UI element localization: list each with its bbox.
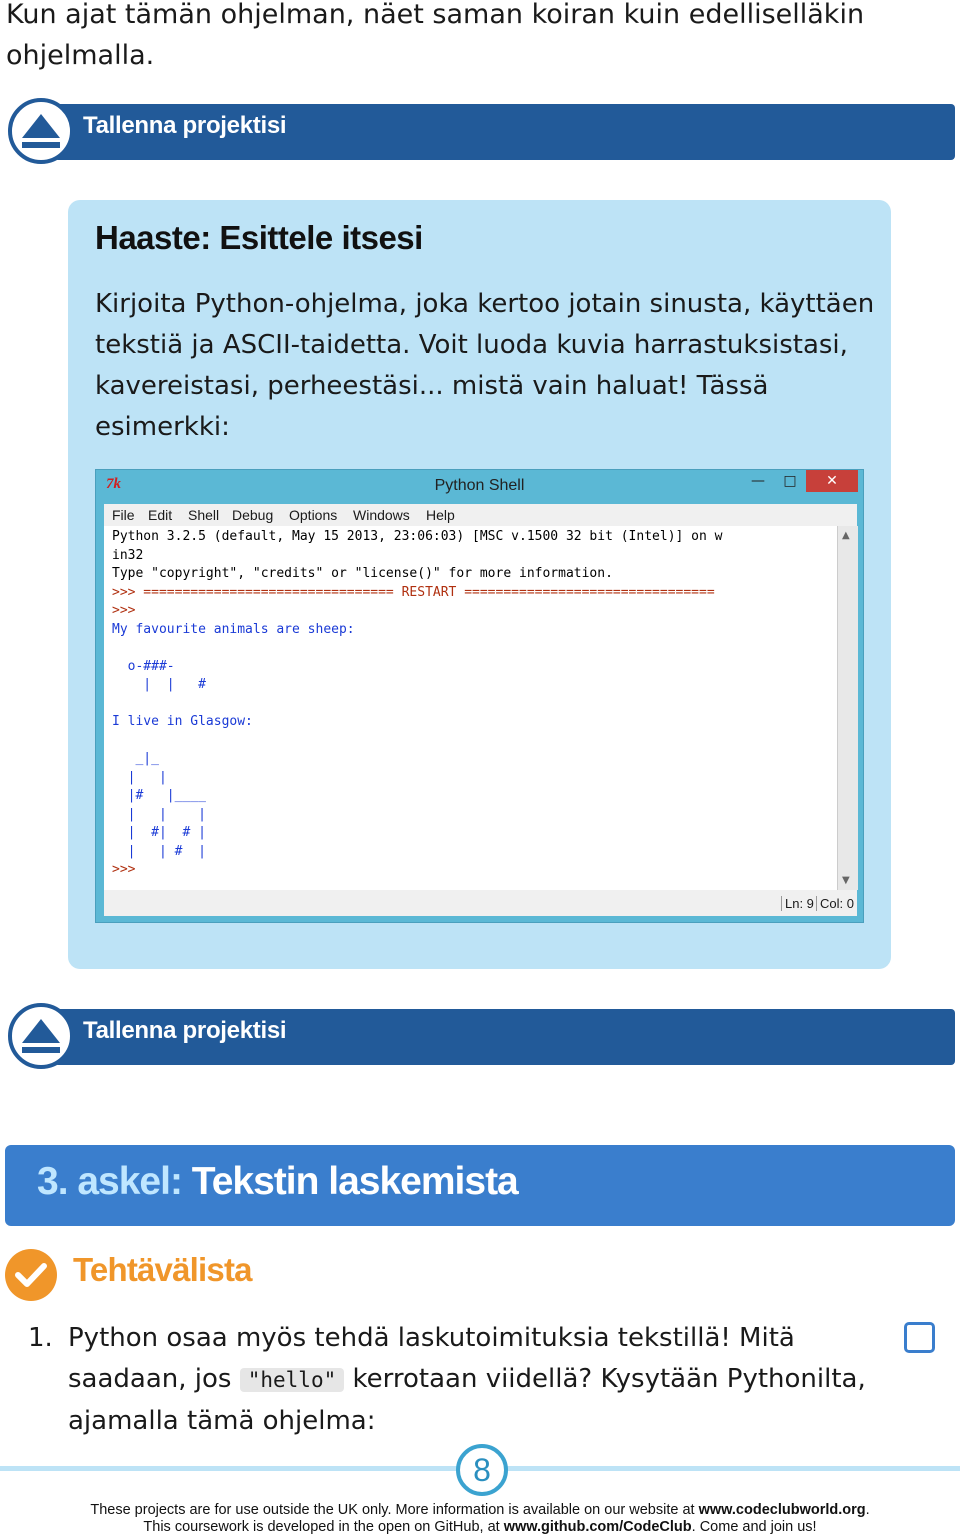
shell-line — [112, 695, 722, 714]
save-project-label: Tallenna projektisi — [83, 112, 287, 139]
shell-line: >>> — [112, 603, 144, 618]
shell-menubar — [104, 504, 857, 526]
scroll-up-icon: ▲ — [842, 530, 850, 541]
python-shell-window — [95, 469, 864, 923]
save-project-banner — [8, 1003, 955, 1069]
menu-file: File — [112, 507, 135, 523]
website-link[interactable]: www.codeclubworld.org — [698, 1502, 866, 1518]
inline-code: "hello" — [240, 1368, 345, 1392]
shell-line: | | | — [112, 806, 206, 822]
shell-line: |# |____ — [112, 788, 206, 803]
shell-line: | | # | — [112, 843, 206, 859]
shell-output — [104, 526, 837, 890]
checklist-title: Tehtävälista — [73, 1251, 252, 1288]
menu-debug: Debug — [232, 507, 274, 523]
status-line: Ln: 9 — [781, 896, 814, 911]
save-project-label: Tallenna projektisi — [83, 1017, 287, 1044]
intro-paragraph: Kun ajat tämän ohjelman, näet saman koiran kuin edelliselläkin ohjelmalla. — [6, 0, 865, 71]
scroll-down-icon: ▼ — [842, 875, 850, 886]
footer-line-2: This coursework is developed in the open on GitHub, at www.github.com/CodeClub. Come and join us! — [143, 1519, 817, 1535]
shell-line: Type "copyright", "credits" or "license()" for more information. — [112, 566, 613, 581]
page-number: 8 — [456, 1444, 508, 1496]
shell-line — [112, 639, 722, 658]
challenge-text: Kirjoita Python-ohjelma, joka kertoo jotain sinusta, käyttäen tekstiä ja ASCII-taidetta. Voit luoda kuvia harrastuksistasi, kavereistasi, perheestäsi... mistä vain haluat! Tässä esimerkki: — [95, 289, 875, 442]
footer-line-1: These projects are for use outside the UK only. More information is available on our website at www.codeclubworld.org. — [90, 1502, 870, 1518]
menu-windows: Windows — [353, 507, 410, 523]
shell-line: o-###- — [112, 658, 175, 674]
step-number: 3. askel: — [37, 1160, 182, 1203]
shell-output-text — [112, 528, 722, 880]
shell-line: | #| # | — [112, 825, 206, 840]
shell-line — [112, 732, 722, 751]
checkmark-icon — [5, 1249, 57, 1301]
window-titlebar — [96, 470, 863, 502]
menu-options: Options — [289, 507, 338, 523]
menu-shell: Shell — [188, 507, 220, 523]
shell-line: >>> ================================ RESTART ================================ — [112, 584, 715, 600]
tk-logo-icon: 7k — [106, 476, 121, 492]
list-item-text: Python osaa myös tehdä laskutoimituksia tekstillä! Mitä saadaan, jos "hello" kerrotaan viidellä? Kysytään Pythonilta, ajamalla tämä ohjelma: — [68, 1323, 866, 1436]
save-project-banner — [8, 98, 955, 164]
close-icon: ✕ — [806, 470, 858, 492]
shell-line: | | # — [112, 677, 206, 692]
scrollbar — [837, 526, 858, 890]
list-item-number: 1. — [28, 1323, 53, 1353]
shell-line: I live in Glasgow: — [112, 714, 253, 729]
github-link[interactable]: www.github.com/CodeClub — [503, 1519, 692, 1535]
challenge-title: Haaste: Esittele itsesi — [95, 219, 423, 256]
maximize-icon: □ — [783, 473, 797, 489]
menu-help: Help — [426, 507, 455, 523]
upload-icon — [8, 1003, 74, 1069]
task-checkbox[interactable] — [904, 1322, 935, 1353]
upload-icon — [8, 98, 74, 164]
shell-line: Python 3.2.5 (default, May 15 2013, 23:06:03) [MSC v.1500 32 bit (Intel)] on w — [112, 529, 723, 544]
shell-statusbar — [104, 890, 857, 916]
shell-line: >>> — [112, 862, 144, 877]
status-col: Col: 0 — [816, 896, 854, 911]
shell-line: My favourite animals are sheep: — [112, 621, 355, 637]
shell-line: | | — [112, 769, 167, 785]
shell-line: _|_ — [112, 751, 159, 766]
minimize-icon: — — [751, 473, 765, 489]
step-title — [37, 1160, 518, 1204]
menu-edit: Edit — [148, 507, 173, 523]
step-title-text: Tekstin laskemista — [191, 1160, 518, 1203]
window-title: Python Shell — [434, 477, 525, 494]
shell-line: in32 — [112, 547, 144, 563]
